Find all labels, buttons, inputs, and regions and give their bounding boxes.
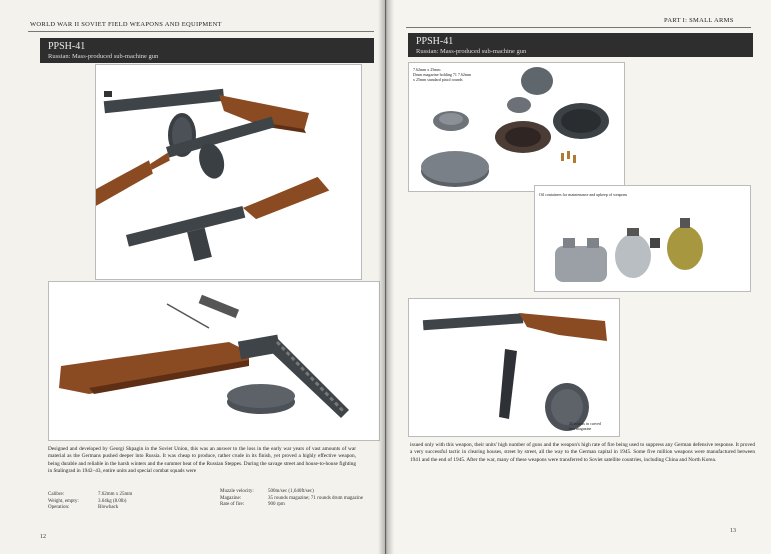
photo-oil-containers: [534, 185, 751, 292]
specs-block-2: Muzzle velocity: 500m/sec (1,640ft/sec) Magazine: 35 rounds magazine; 71 rounds drum magazine Rate of fire: 900 rpm: [220, 489, 363, 507]
running-head-right: PART I: SMALL ARMS: [664, 17, 734, 24]
photo-drum-magazines: [408, 62, 625, 192]
body-text-left: Designed and developed by Georgi Shpagin in the Soviet Union, this was an answer to the loss in the early war years of vast amounts of war material as the Germans pushed deeper into Russia. It was cheap to produce, rather crude in its finish, yet proved a highly effective weapon, being durable and reliable in the harsh winters and the summer heat of the Russian Steppes. During the savage street and house-to-house fighting in Stalingrad in 1942–43, entire units and special combat squads were: [48, 446, 356, 475]
page-number-left: 12: [40, 534, 46, 540]
photo-three-guns: [95, 64, 362, 280]
caption-curved: 35 rounds in curved box magazine: [569, 421, 601, 431]
drum-magazine-illustration: [409, 63, 624, 191]
title-banner-right: [408, 33, 753, 57]
curved-magazine-illustration: [409, 299, 619, 436]
photo-disassembled-gun: [48, 281, 380, 441]
weapon-title: PPSH-41: [48, 41, 86, 52]
running-rule-right: [406, 27, 751, 28]
page-number-right: 13: [730, 528, 736, 534]
weapon-subtitle-right: Russian: Mass-produced sub-machine gun: [416, 48, 527, 55]
gun-illustrations: [96, 65, 361, 279]
running-head-left: WORLD WAR II SOVIET FIELD WEAPONS AND EQUIPMENT: [30, 21, 222, 28]
disassembled-gun-illustration: [49, 282, 379, 440]
title-banner-left: [40, 38, 374, 63]
running-rule-left: [28, 31, 374, 32]
weapon-title-right: PPSH-41: [416, 36, 454, 47]
caption-oil: Oil containers for maintenance and upkeep of weapons: [539, 192, 628, 197]
caption-drum: 7.62mm x 25mm Drum magazine holding 71 7.62mm x 25mm standard pistol rounds: [413, 67, 472, 82]
specs-block-1: Calibre: 7.62mm x 25mm Weight, empty: 3.64kg (8.0lb) Operation: Blowback: [48, 492, 133, 510]
book-gutter: [378, 0, 394, 554]
left-page: [0, 0, 385, 554]
right-page: [386, 0, 771, 554]
photo-curved-magazine-gun: [408, 298, 620, 437]
body-text-right: issued only with this weapon, their units' high number of guns and the weapon's high rate of fire being used to suppress any German defensive response. It proved a very successful tactic in clearing houses, street by street, all the way to the German capital in 1945. Some five million weapons were manufactured between 1941 and the end of 1945. After the war, many of these weapons were transferred to Soviet satellite countries, including China and North Korea.: [410, 442, 755, 463]
weapon-subtitle: Russian: Mass-produced sub-machine gun: [48, 53, 159, 60]
oil-container-illustration: [535, 186, 750, 291]
